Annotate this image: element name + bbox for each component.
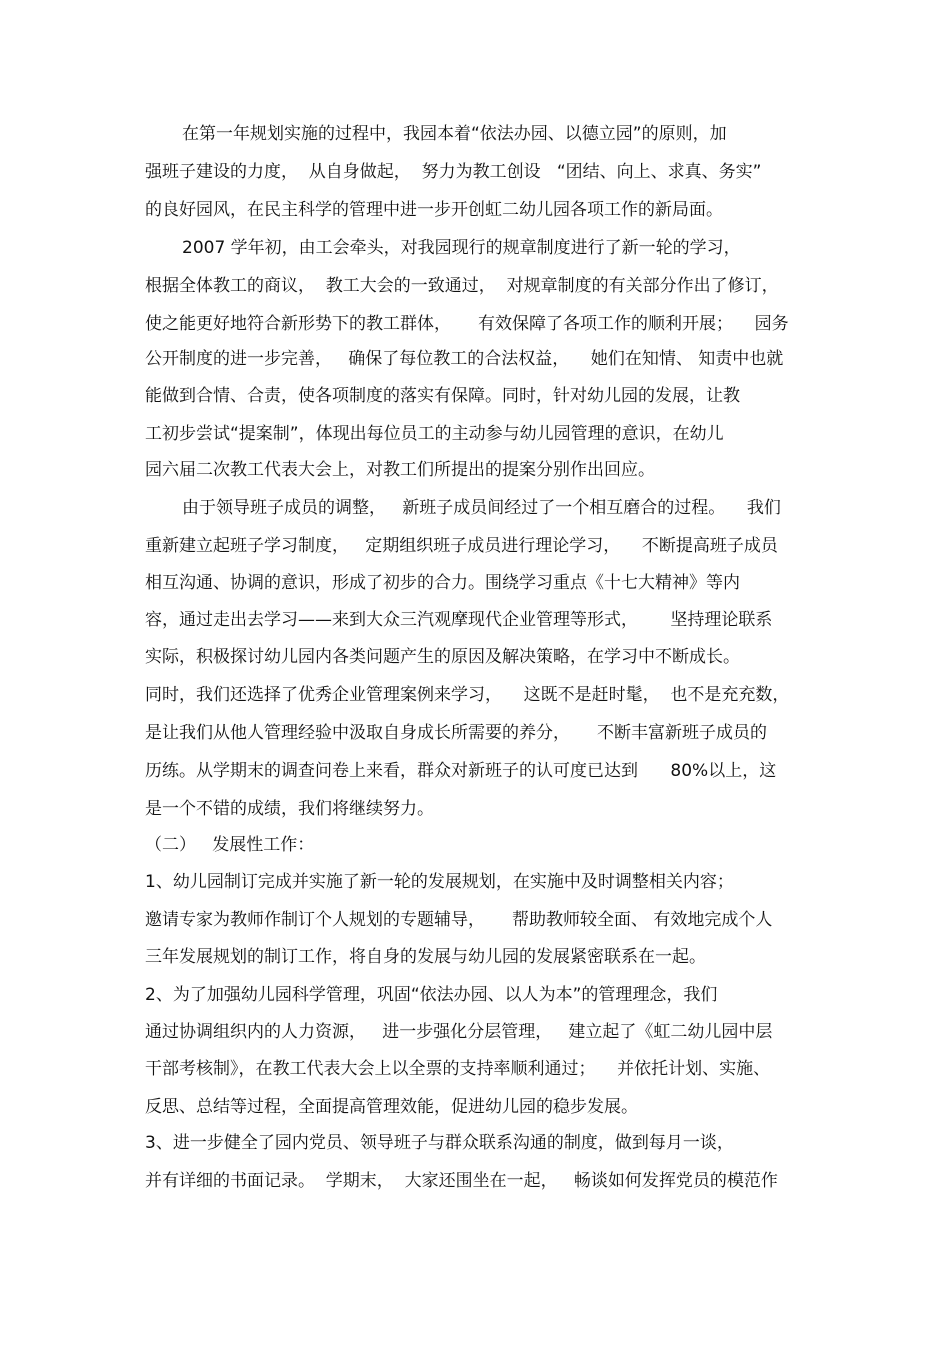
paragraph-line: 由于领导班子成员的调整， 新班子成员间经过了一个相互磨合的过程。 我们 bbox=[182, 498, 781, 518]
paragraph-line: 使之能更好地符合新形势下的教工群体， 有效保障了各项工作的顺利开展； 园务 bbox=[145, 314, 789, 334]
list-item: 2、为了加强幼儿园科学管理，巩固“依法办园、以人为本”的管理理念，我们 bbox=[145, 985, 718, 1005]
list-item: 3、进一步健全了园内党员、领导班子与群众联系沟通的制度，做到每月一谈， bbox=[145, 1133, 734, 1153]
section-heading: （二） 发展性工作： bbox=[145, 835, 315, 855]
paragraph-line: 邀请专家为教师作制订个人规划的专题辅导， 帮助教师较全面、 有效地完成个人 bbox=[145, 910, 773, 930]
paragraph-line: 是让我们从他人管理经验中汲取自身成长所需要的养分， 不断丰富新班子成员的 bbox=[145, 723, 768, 743]
paragraph-line: 实际，积极探讨幼儿园内各类问题产生的原因及解决策略，在学习中不断成长。 bbox=[145, 647, 740, 667]
paragraph-line: 并有详细的书面记录。 学期末， 大家还围坐在一起， 畅谈如何发挥党员的模范作 bbox=[145, 1171, 778, 1191]
paragraph-line: 2007 学年初，由工会牵头，对我园现行的规章制度进行了新一轮的学习， bbox=[182, 238, 741, 258]
paragraph-line: 历练。从学期末的调查问卷上来看，群众对新班子的认可度已达到 80%以上，这 bbox=[145, 761, 777, 781]
paragraph-line: 的良好园风，在民主科学的管理中进一步开创虹二幼儿园各项工作的新局面。 bbox=[145, 200, 723, 220]
paragraph-line: 根据全体教工的商议， 教工大会的一致通过， 对规章制度的有关部分作出了修订， bbox=[145, 276, 779, 296]
paragraph-line: 同时，我们还选择了优秀企业管理案例来学习， 这既不是赶时髦， 也不是充充数， bbox=[145, 685, 790, 705]
paragraph-line: 相互沟通、协调的意识，形成了初步的合力。围绕学习重点《十七大精神》等内 bbox=[145, 573, 740, 593]
paragraph-line: 重新建立起班子学习制度， 定期组织班子成员进行理论学习， 不断提高班子成员 bbox=[145, 536, 778, 556]
paragraph-line: 公开制度的进一步完善， 确保了每位教工的合法权益， 她们在知情、 知责中也就 bbox=[145, 349, 784, 369]
paragraph-line: 通过协调组织内的人力资源， 进一步强化分层管理， 建立起了《虹二幼儿园中层 bbox=[145, 1022, 773, 1042]
paragraph-line: 反思、总结等过程，全面提高管理效能，促进幼儿园的稳步发展。 bbox=[145, 1097, 638, 1117]
paragraph-line: 工初步尝试“提案制”，体现出每位员工的主动参与幼儿园管理的意识，在幼儿 bbox=[145, 424, 724, 444]
paragraph-line: 园六届二次教工代表大会上，对教工们所提出的提案分别作出回应。 bbox=[145, 460, 655, 480]
paragraph-line: 干部考核制》，在教工代表大会上以全票的支持率顺利通过； 并依托计划、实施、 bbox=[145, 1059, 771, 1079]
paragraph-line: 容，通过走出去学习——来到大众三汽观摩现代企业管理等形式， 坚持理论联系 bbox=[145, 610, 773, 630]
paragraph-line: 强班子建设的力度， 从自身做起， 努力为教工创设 “团结、向上、求真、务实” bbox=[145, 162, 762, 182]
list-item: 1、幼儿园制订完成并实施了新一轮的发展规划，在实施中及时调整相关内容； bbox=[145, 872, 734, 892]
paragraph-line: 能做到合情、合责，使各项制度的落实有保障。同时，针对幼儿园的发展，让教 bbox=[145, 386, 740, 406]
paragraph-line: 是一个不错的成绩，我们将继续努力。 bbox=[145, 799, 434, 819]
paragraph-line: 三年发展规划的制订工作，将自身的发展与幼儿园的发展紧密联系在一起。 bbox=[145, 947, 706, 967]
paragraph-line: 在第一年规划实施的过程中，我园本着“依法办园、以德立园”的原则，加 bbox=[182, 124, 727, 144]
